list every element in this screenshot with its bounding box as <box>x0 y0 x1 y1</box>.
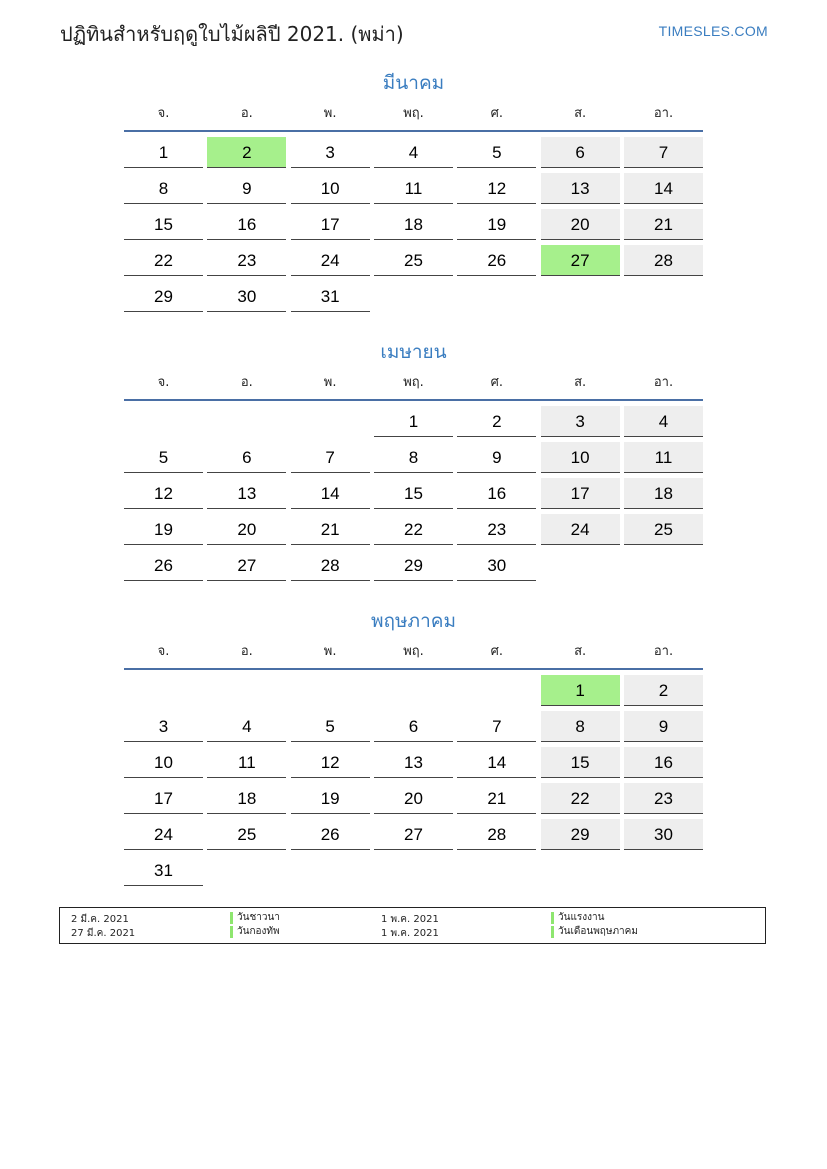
day-cell: 20 <box>207 514 286 545</box>
day-cell: 18 <box>374 209 453 240</box>
header-divider <box>124 130 703 132</box>
weekday-label: ศ. <box>490 375 503 390</box>
day-cell: 13 <box>541 173 620 204</box>
month-name: พฤษภาคม <box>371 610 456 632</box>
day-cell: 25 <box>624 514 703 545</box>
day-cell: 11 <box>207 747 286 778</box>
day-cell: 26 <box>291 819 370 850</box>
day-cell: 7 <box>291 442 370 473</box>
day-cell: 24 <box>291 245 370 276</box>
day-cell: 21 <box>457 783 536 814</box>
holiday-day-cell: 2 <box>207 137 286 168</box>
weekday-label: จ. <box>157 375 170 390</box>
day-cell: 19 <box>124 514 203 545</box>
day-cell: 6 <box>374 711 453 742</box>
day-cell: 30 <box>207 281 286 312</box>
weekday-label: พฤ. <box>403 375 424 390</box>
legend-date: 1 พ.ค. 2021 <box>381 914 439 925</box>
day-cell: 6 <box>207 442 286 473</box>
header-divider <box>124 668 703 670</box>
day-cell: 15 <box>374 478 453 509</box>
weekday-label: จ. <box>157 106 170 121</box>
holiday-legend <box>59 907 766 944</box>
day-cell: 24 <box>541 514 620 545</box>
weekday-label: อา. <box>653 106 674 121</box>
weekday-header <box>124 636 703 668</box>
day-cell: 26 <box>124 550 203 581</box>
empty-cell <box>291 406 370 437</box>
day-cell: 5 <box>291 711 370 742</box>
day-cell: 3 <box>124 711 203 742</box>
day-cell: 22 <box>541 783 620 814</box>
day-cell: 8 <box>541 711 620 742</box>
day-cell: 17 <box>541 478 620 509</box>
legend-date: 2 มี.ค. 2021 <box>71 914 129 925</box>
holiday-day-cell: 1 <box>541 675 620 706</box>
day-cell: 8 <box>374 442 453 473</box>
weekday-label: อา. <box>653 644 674 659</box>
day-cell: 12 <box>124 478 203 509</box>
day-cell: 17 <box>291 209 370 240</box>
weekday-label: พ. <box>323 375 337 390</box>
day-cell: 10 <box>541 442 620 473</box>
day-cell: 9 <box>207 173 286 204</box>
empty-cell <box>207 406 286 437</box>
weekday-label: ส. <box>574 106 587 121</box>
day-grid <box>124 137 703 312</box>
day-cell: 23 <box>457 514 536 545</box>
day-cell: 17 <box>124 783 203 814</box>
day-cell: 10 <box>124 747 203 778</box>
day-cell: 31 <box>124 855 203 886</box>
day-cell: 25 <box>374 245 453 276</box>
weekday-label: อ. <box>240 375 253 390</box>
weekday-label: ศ. <box>490 106 503 121</box>
day-cell: 19 <box>457 209 536 240</box>
day-cell: 24 <box>124 819 203 850</box>
legend-date: 27 มี.ค. 2021 <box>71 928 136 939</box>
day-cell: 4 <box>624 406 703 437</box>
day-cell: 30 <box>624 819 703 850</box>
day-cell: 18 <box>624 478 703 509</box>
weekday-label: อา. <box>653 375 674 390</box>
day-cell: 5 <box>124 442 203 473</box>
day-cell: 31 <box>291 281 370 312</box>
day-cell: 14 <box>457 747 536 778</box>
empty-cell <box>291 675 370 706</box>
day-cell: 9 <box>624 711 703 742</box>
month-calendar-april <box>124 337 703 581</box>
day-cell: 30 <box>457 550 536 581</box>
day-cell: 22 <box>374 514 453 545</box>
month-name: เมษายน <box>380 341 447 363</box>
day-cell: 3 <box>291 137 370 168</box>
day-cell: 29 <box>124 281 203 312</box>
day-cell: 22 <box>124 245 203 276</box>
day-cell: 7 <box>624 137 703 168</box>
day-cell: 3 <box>541 406 620 437</box>
holiday-day-cell: 27 <box>541 245 620 276</box>
day-cell: 2 <box>457 406 536 437</box>
day-cell: 28 <box>624 245 703 276</box>
weekday-label: อ. <box>240 644 253 659</box>
day-cell: 27 <box>374 819 453 850</box>
day-cell: 25 <box>207 819 286 850</box>
weekday-header <box>124 367 703 399</box>
weekday-label: ส. <box>574 644 587 659</box>
day-cell: 7 <box>457 711 536 742</box>
day-cell: 11 <box>374 173 453 204</box>
day-cell: 13 <box>374 747 453 778</box>
day-cell: 27 <box>207 550 286 581</box>
day-cell: 4 <box>374 137 453 168</box>
empty-cell <box>124 406 203 437</box>
day-cell: 15 <box>124 209 203 240</box>
weekday-label: พฤ. <box>403 106 424 121</box>
day-cell: 16 <box>457 478 536 509</box>
legend-holiday-name: วันแรงงาน <box>551 912 604 924</box>
day-cell: 12 <box>291 747 370 778</box>
day-cell: 21 <box>291 514 370 545</box>
weekday-label: อ. <box>240 106 253 121</box>
page-title: ปฏิทินสำหรับฤดูใบไม้ผลิปี 2021. (พม่า) <box>60 22 404 46</box>
weekday-label: ส. <box>574 375 587 390</box>
day-cell: 2 <box>624 675 703 706</box>
month-calendar-may <box>124 606 703 886</box>
day-grid <box>124 406 703 581</box>
weekday-label: ศ. <box>490 644 503 659</box>
empty-cell <box>207 675 286 706</box>
day-cell: 10 <box>291 173 370 204</box>
day-cell: 21 <box>624 209 703 240</box>
day-cell: 6 <box>541 137 620 168</box>
header-divider <box>124 399 703 401</box>
day-cell: 1 <box>124 137 203 168</box>
day-cell: 18 <box>207 783 286 814</box>
day-cell: 14 <box>291 478 370 509</box>
day-cell: 26 <box>457 245 536 276</box>
month-name: มีนาคม <box>382 72 445 94</box>
empty-cell <box>374 675 453 706</box>
day-cell: 5 <box>457 137 536 168</box>
day-cell: 29 <box>374 550 453 581</box>
legend-holiday-name: วันกองทัพ <box>230 926 280 938</box>
day-cell: 15 <box>541 747 620 778</box>
day-cell: 16 <box>624 747 703 778</box>
day-cell: 4 <box>207 711 286 742</box>
legend-holiday-name: วันชาวนา <box>230 912 280 924</box>
weekday-label: พ. <box>323 644 337 659</box>
day-cell: 23 <box>624 783 703 814</box>
day-cell: 16 <box>207 209 286 240</box>
day-grid <box>124 675 703 886</box>
day-cell: 19 <box>291 783 370 814</box>
day-cell: 1 <box>374 406 453 437</box>
weekday-header <box>124 98 703 130</box>
legend-date: 1 พ.ค. 2021 <box>381 928 439 939</box>
day-cell: 29 <box>541 819 620 850</box>
day-cell: 20 <box>374 783 453 814</box>
day-cell: 23 <box>207 245 286 276</box>
brand-link[interactable]: TIMESLES.COM <box>658 23 768 39</box>
empty-cell <box>457 675 536 706</box>
day-cell: 28 <box>291 550 370 581</box>
day-cell: 12 <box>457 173 536 204</box>
day-cell: 20 <box>541 209 620 240</box>
weekday-label: จ. <box>157 644 170 659</box>
day-cell: 14 <box>624 173 703 204</box>
day-cell: 9 <box>457 442 536 473</box>
empty-cell <box>124 675 203 706</box>
legend-holiday-name: วันเดือนพฤษภาคม <box>551 926 638 938</box>
month-calendar-march <box>124 68 703 312</box>
weekday-label: พฤ. <box>403 644 424 659</box>
day-cell: 13 <box>207 478 286 509</box>
day-cell: 11 <box>624 442 703 473</box>
day-cell: 8 <box>124 173 203 204</box>
day-cell: 28 <box>457 819 536 850</box>
weekday-label: พ. <box>323 106 337 121</box>
